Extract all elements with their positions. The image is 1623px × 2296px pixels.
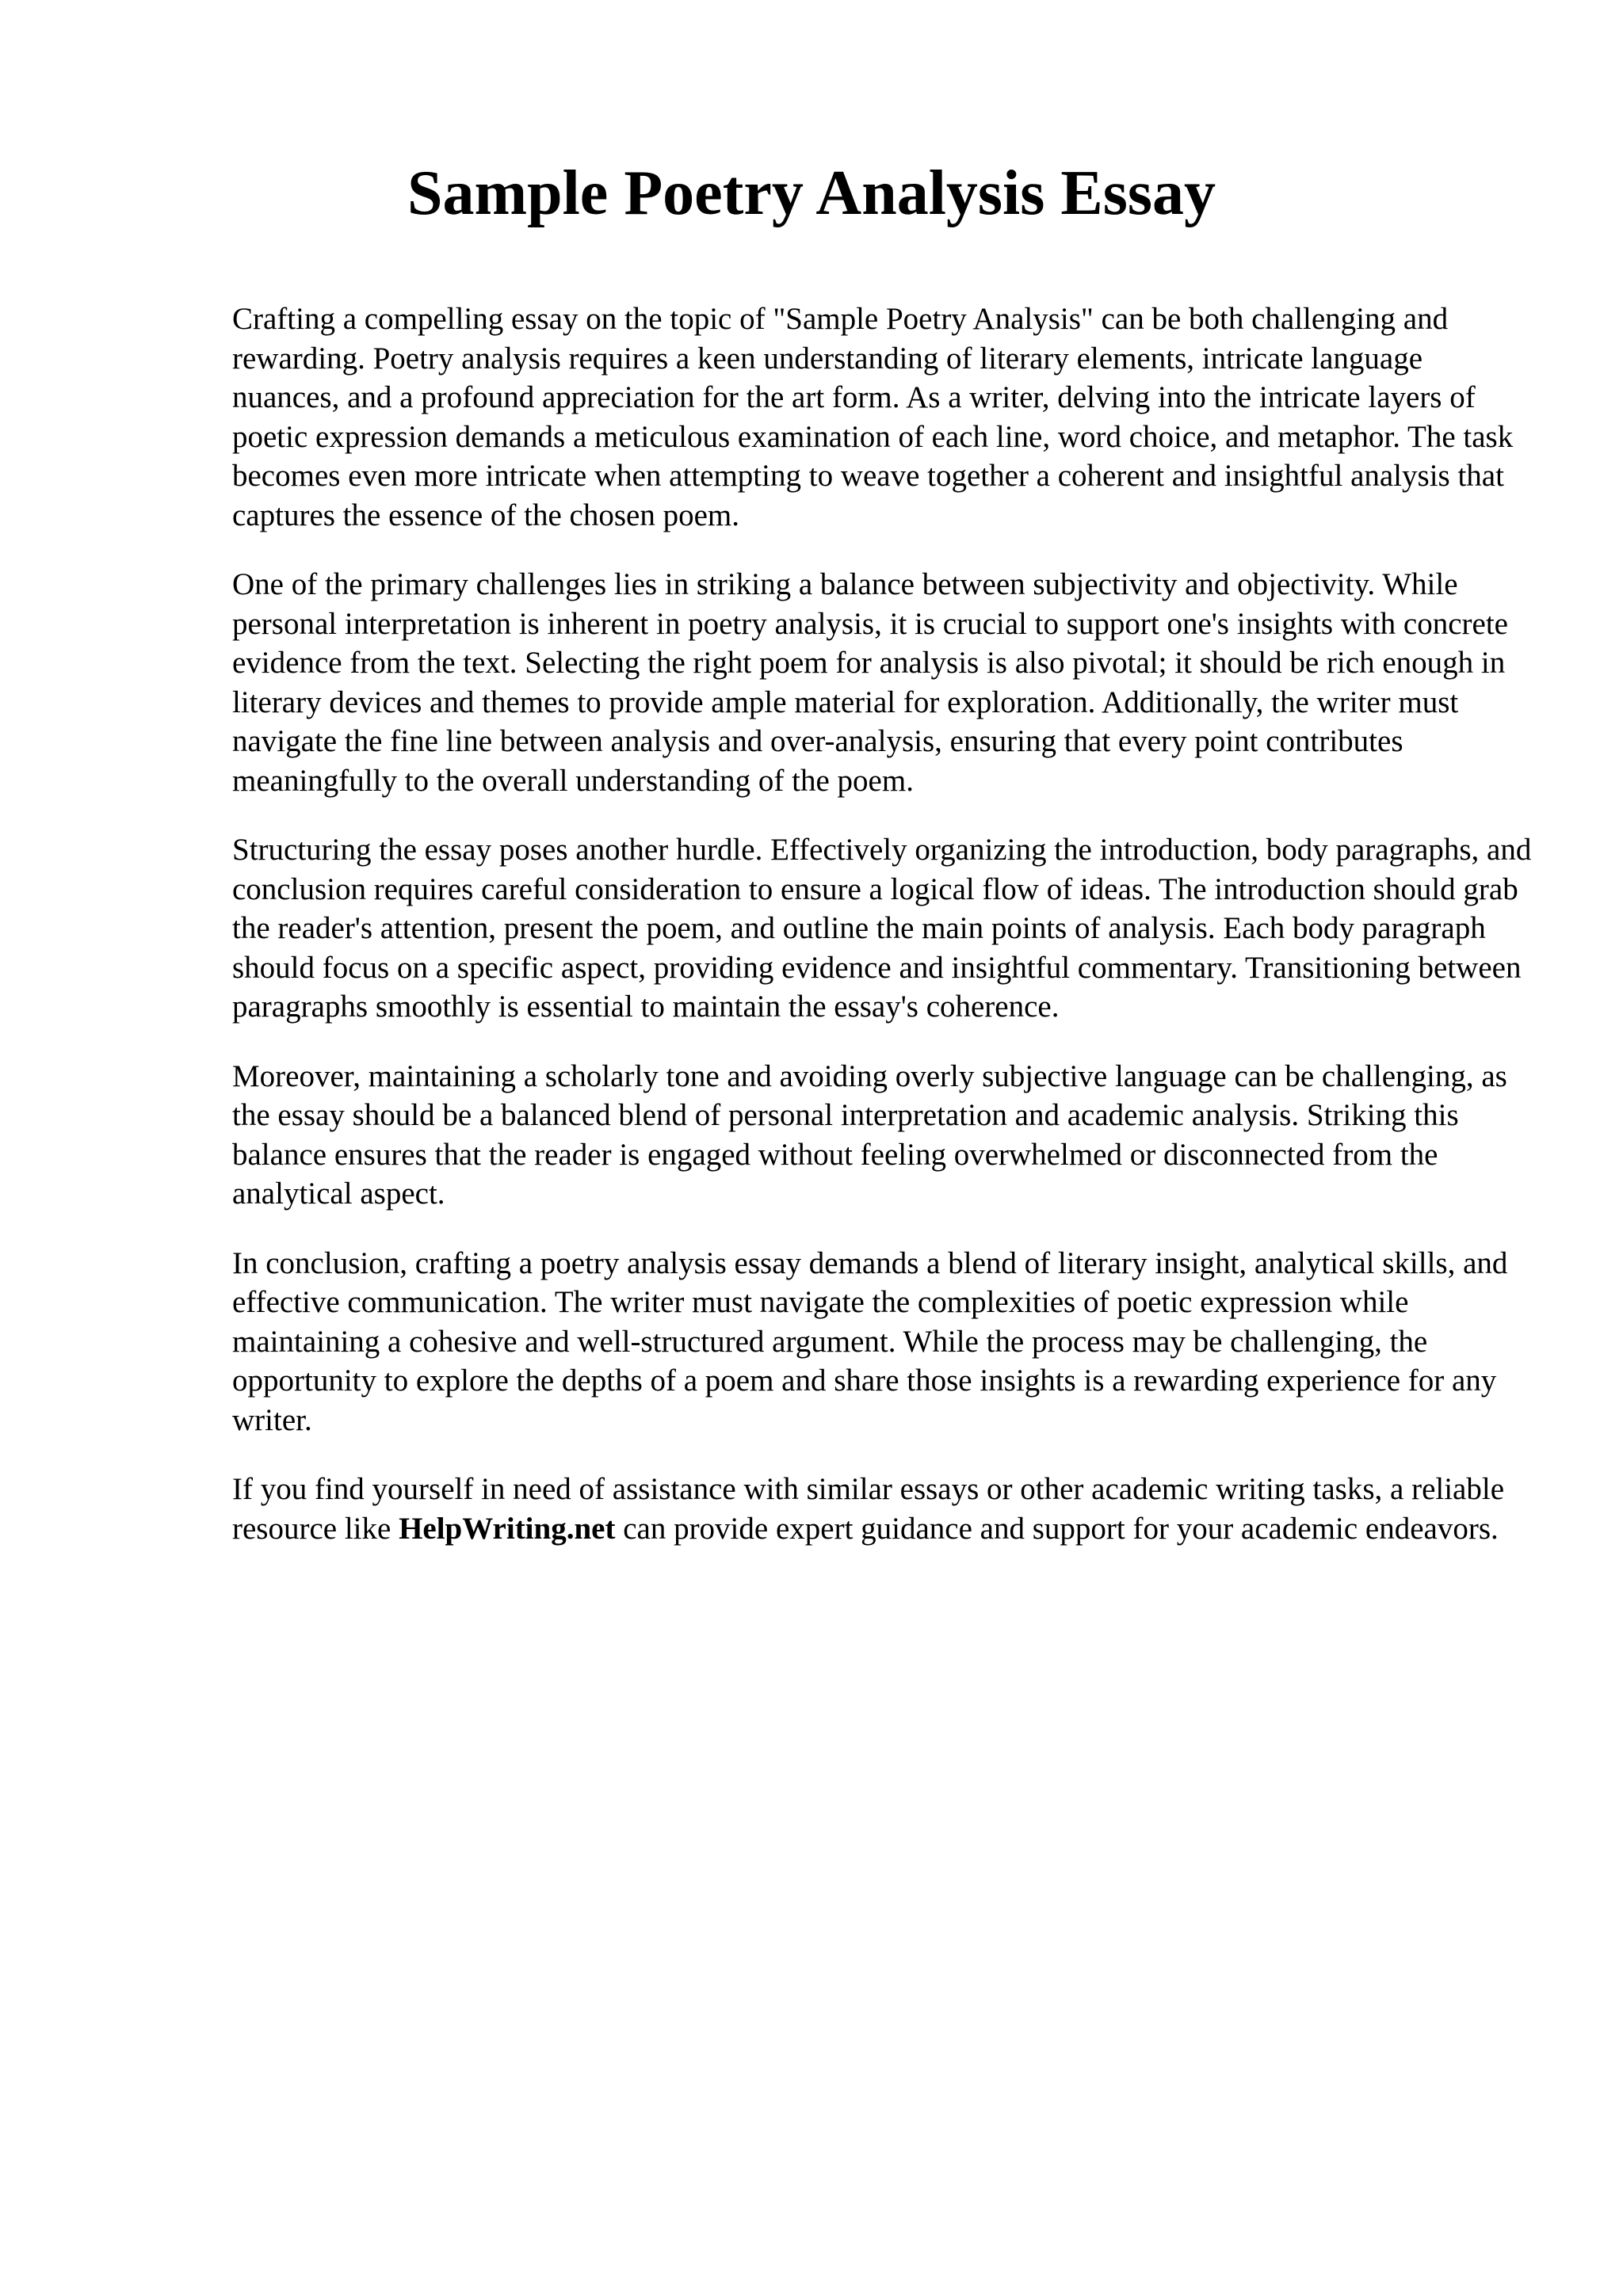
- closing-text-before: If you find yourself in need of assistance with similar essays or other academic writing tasks, a reliable resource like: [232, 1472, 1505, 1546]
- paragraph-structure: Structuring the essay poses another hurdle. Effectively organizing the introduction, body paragraphs, and conclusion requires careful consideration to ensure a logical flow of ideas. The introduction should grab the reader's attention, present the poem, and outline the main points of analysis. Each body paragraph should focus on a specific aspect, providing evidence and insightful commentary. Transitioning between paragraphs smoothly is essential to maintain the essay's coherence.: [232, 833, 1532, 1024]
- paragraph-conclusion: In conclusion, crafting a poetry analysis essay demands a blend of literary insight, analytical skills, and effective communication. The writer must navigate the complexities of poetic expression while maintaining a cohesive and well-structured argument. While the process may be challenging, the opportunity to explore the depths of a poem and share those insights is a rewarding experience for any writer.: [232, 1245, 1508, 1437]
- closing-text-after: can provide expert guidance and support for your academic endeavors.: [615, 1511, 1499, 1546]
- paragraph-intro: Crafting a compelling essay on the topic of "Sample Poetry Analysis" can be both challenging and rewarding. Poetry analysis requires a keen understanding of literary elements, intricate language nuances, and a profound appreciation for the art form. As a writer, delving into the intricate layers of poetic expression demands a meticulous examination of each line, word choice, and metaphor. The task becomes even more intricate when attempting to weave together a coherent and insightful analysis that captures the essence of the chosen poem.: [232, 302, 1514, 532]
- paragraph-closing: [232, 1470, 1532, 1548]
- paragraph-challenges: One of the primary challenges lies in striking a balance between subjectivity and objectivity. While personal interpretation is inherent in poetry analysis, it is crucial to support one's insights with concrete evidence from the text. Selecting the right poem for analysis is also pivotal; it should be rich enough in literary devices and themes to provide ample material for exploration. Additionally, the writer must navigate the fine line between analysis and over-analysis, ensuring that every point contributes meaningfully to the overall understanding of the poem.: [232, 567, 1508, 798]
- paragraph-tone: Moreover, maintaining a scholarly tone and avoiding overly subjective language can be challenging, as the essay should be a balanced blend of personal interpretation and academic analysis. Striking this balance ensures that the reader is engaged without feeling overwhelmed or disconnected from the analytical aspect.: [232, 1058, 1507, 1211]
- essay-body: [232, 299, 1532, 1578]
- helpwriting-link[interactable]: HelpWriting.net: [399, 1511, 616, 1546]
- page-title: Sample Poetry Analysis Essay: [407, 158, 1216, 228]
